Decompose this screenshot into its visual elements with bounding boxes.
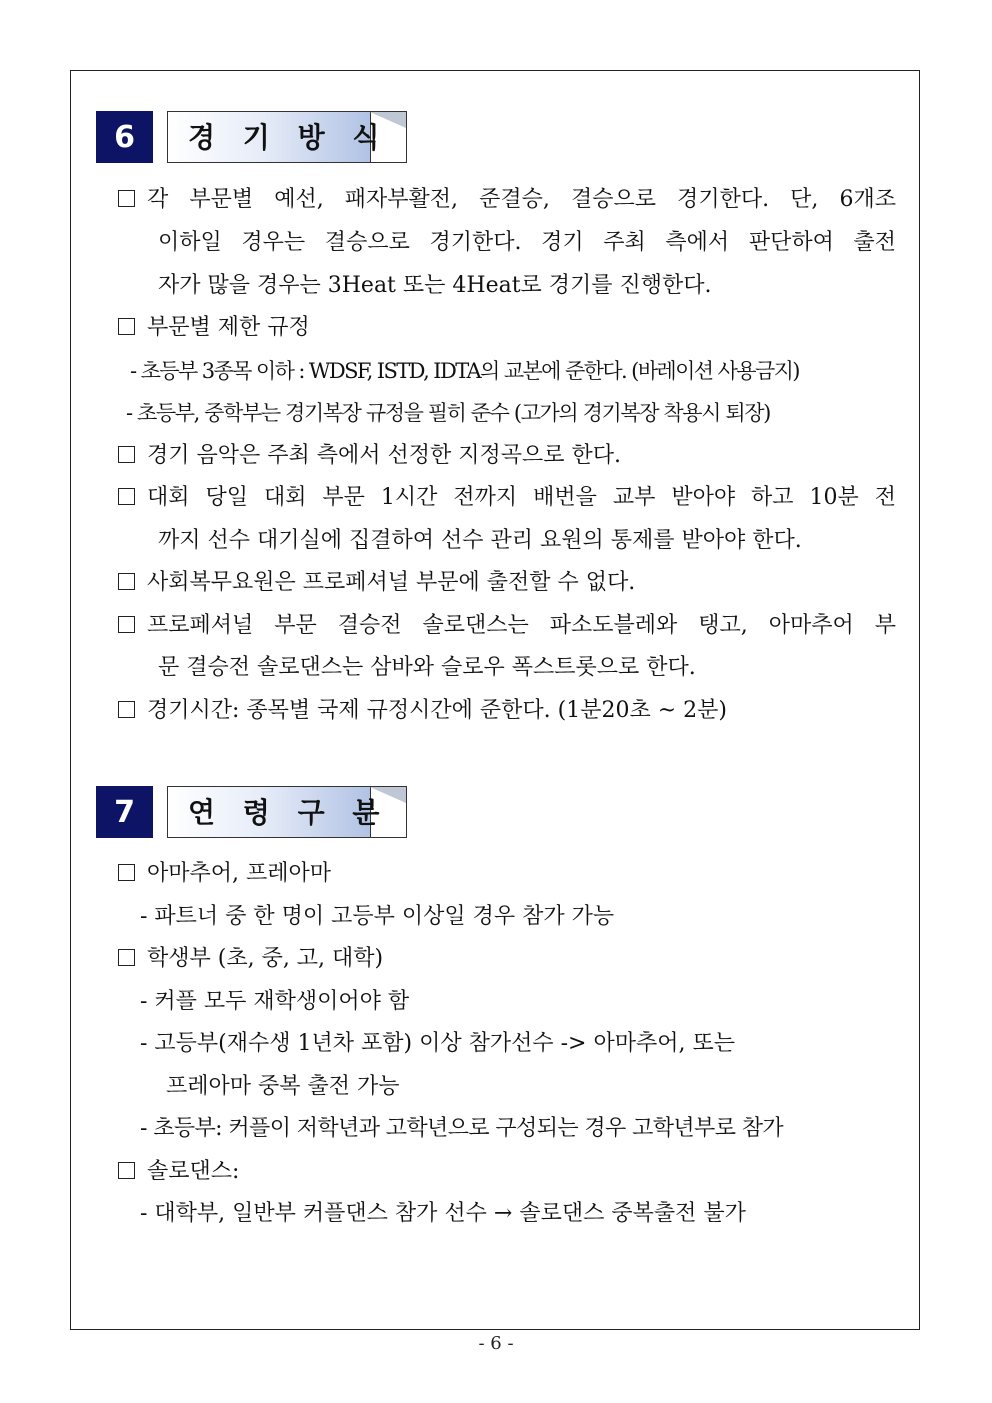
checkbox-square-icon <box>118 318 135 335</box>
checkbox-square-icon <box>118 190 135 207</box>
list-item-continuation: 이하일 경우는 결승으로 경기한다. 경기 주최 측에서 판단하여 출전 <box>158 230 896 255</box>
checkbox-square-icon <box>118 488 135 505</box>
list-item: 대회 당일 대회 부문 1시간 전까지 배번을 교부 받아야 하고 10분 전 <box>118 483 896 513</box>
section-7-header <box>96 786 416 838</box>
list-subitem: - 초등부: 커플이 저학년과 고학년으로 구성되는 경우 고학년부로 참가 <box>140 1116 784 1141</box>
list-item-continuation: 문 결승전 솔로댄스는 삼바와 슬로우 폭스트롯으로 한다. <box>158 655 696 680</box>
list-item: 솔로댄스: <box>118 1157 239 1187</box>
checkbox-square-icon <box>118 616 135 633</box>
section-7-title: 연 령 구 분 <box>188 796 389 829</box>
list-item: 아마추어, 프레아마 <box>118 859 331 889</box>
checkbox-square-icon <box>118 949 135 966</box>
checkbox-square-icon <box>118 701 135 718</box>
section-6-header <box>96 111 416 163</box>
section-6-title: 경 기 방 식 <box>188 121 389 154</box>
checkbox-square-icon <box>118 446 135 463</box>
list-subitem-continuation: 프레아마 중복 출전 가능 <box>166 1074 400 1099</box>
list-subitem: - 대학부, 일반부 커플댄스 참가 선수 → 솔로댄스 중복출전 불가 <box>140 1201 746 1226</box>
list-subitem: - 파트너 중 한 명이 고등부 이상일 경우 참가 가능 <box>140 904 615 929</box>
list-item: 사회복무요원은 프로페셔널 부문에 출전할 수 없다. <box>118 568 635 598</box>
checkbox-square-icon <box>118 864 135 881</box>
list-subitem: - 고등부(재수생 1년차 포함) 이상 참가선수 -> 아마추어, 또는 <box>140 1031 735 1056</box>
list-item: 경기 음악은 주최 측에서 선정한 지정곡으로 한다. <box>118 441 621 471</box>
checkbox-square-icon <box>118 573 135 590</box>
section-6-number: 6 <box>96 111 153 163</box>
page-number: - 6 - <box>478 1333 514 1354</box>
list-item: 경기시간: 종목별 국제 규정시간에 준한다. (1분20초 ~ 2분) <box>118 696 727 726</box>
list-item: 각 부문별 예선, 패자부활전, 준결승, 결승으로 경기한다. 단, 6개조 <box>118 185 896 215</box>
list-subitem: - 초등부 3종목 이하 : WDSF, ISTD, IDTA의 교본에 준한다. (바레이션 사용금지) <box>130 359 799 383</box>
list-item: 학생부 (초, 중, 고, 대학) <box>118 944 383 974</box>
list-item-continuation: 자가 많을 경우는 3Heat 또는 4Heat로 경기를 진행한다. <box>158 273 712 298</box>
section-7-title-box <box>167 786 407 838</box>
list-subitem: - 초등부, 중학부는 경기복장 규정을 필히 준수 (고가의 경기복장 착용시 퇴장) <box>126 401 770 425</box>
section-6-title-box <box>167 111 407 163</box>
list-item: 프로페셔널 부문 결승전 솔로댄스는 파소도블레와 탱고, 아마추어 부 <box>118 611 896 641</box>
section-7-number: 7 <box>96 786 153 838</box>
list-subitem: - 커플 모두 재학생이어야 함 <box>140 989 410 1014</box>
list-item-continuation: 까지 선수 대기실에 집결하여 선수 관리 요원의 통제를 받아야 한다. <box>158 528 802 553</box>
checkbox-square-icon <box>118 1162 135 1179</box>
list-item: 부문별 제한 규정 <box>118 313 310 343</box>
